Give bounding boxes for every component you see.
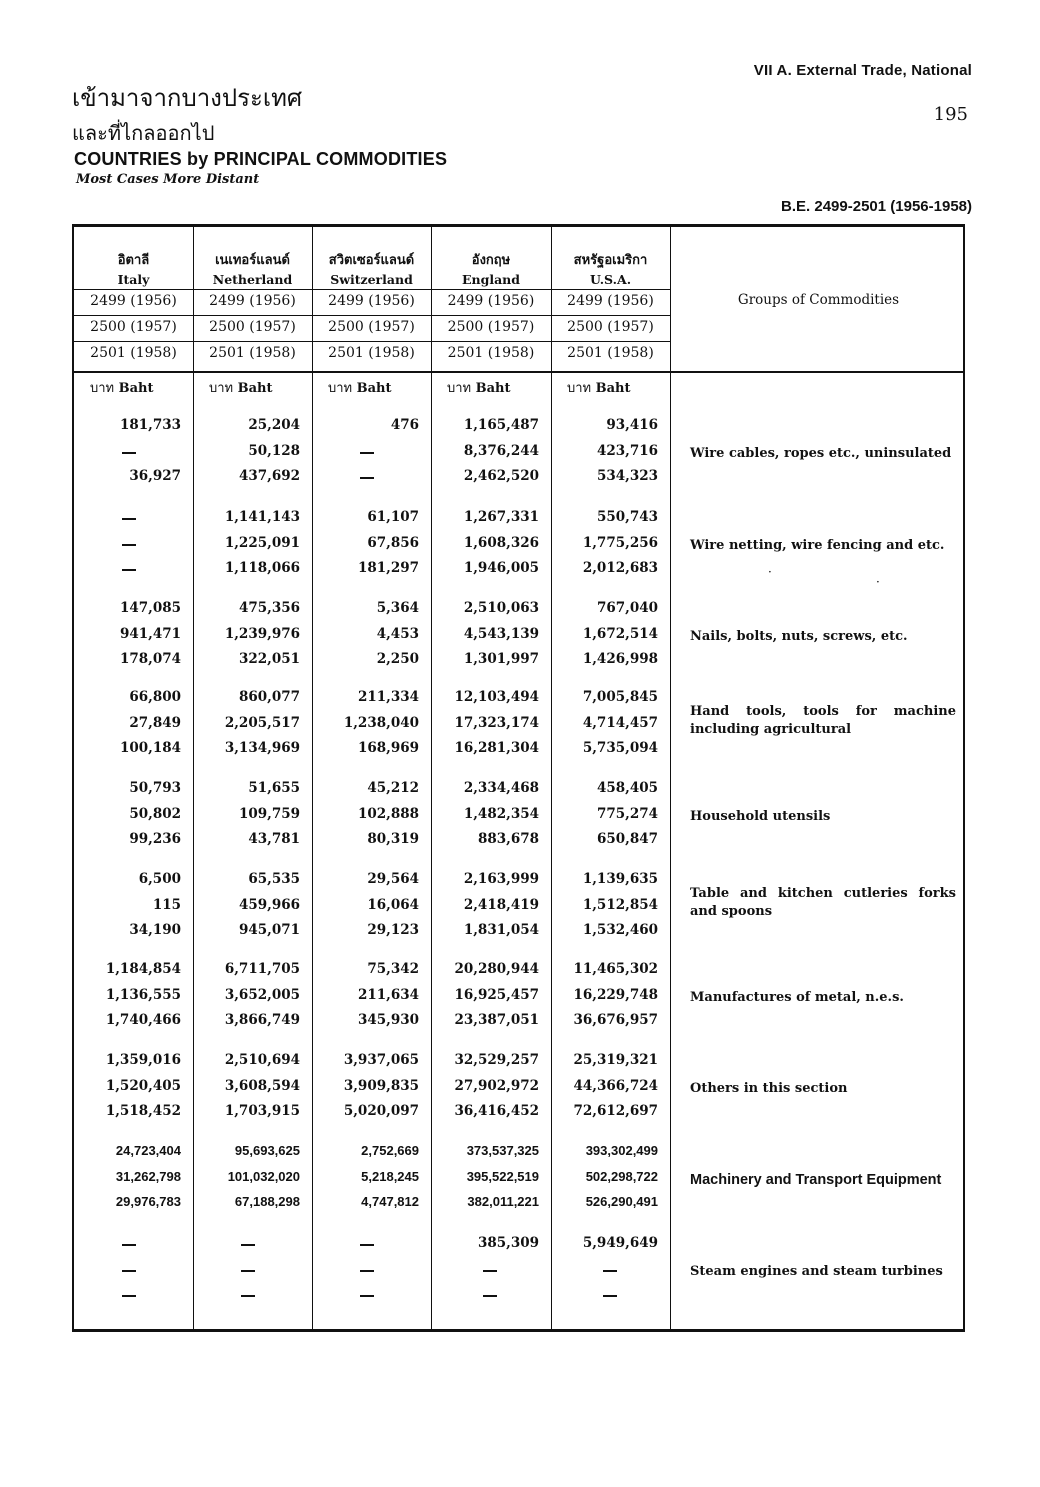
year-label: 2501 (1958) bbox=[567, 345, 654, 361]
value-cell: 31,262,798 bbox=[115, 1168, 181, 1184]
value-cell: 393,302,499 bbox=[585, 1143, 658, 1158]
value-cell: 1,608,326 bbox=[463, 534, 539, 551]
value-cell: 4,714,457 bbox=[582, 714, 658, 731]
value-cell: 27,902,972 bbox=[454, 1077, 539, 1094]
header-rule bbox=[74, 289, 671, 290]
value-cell: 6,711,705 bbox=[224, 961, 300, 977]
value-cell: 458,405 bbox=[596, 780, 658, 796]
value-cell: 16,229,748 bbox=[573, 986, 658, 1003]
value-cell: 4,453 bbox=[376, 625, 419, 642]
value-cell: 25,319,321 bbox=[573, 1052, 658, 1068]
year-label: 2499 (1956) bbox=[328, 293, 415, 309]
column-header-thai: เนเทอร์แลนด์ bbox=[215, 253, 290, 268]
value-cell: 147,085 bbox=[119, 600, 181, 616]
year-label: 2500 (1957) bbox=[209, 319, 296, 335]
unit-thai: บาท bbox=[90, 381, 115, 396]
value-cell: 16,064 bbox=[367, 896, 419, 913]
stray-mark: · bbox=[876, 575, 880, 589]
value-cell: 1,301,997 bbox=[463, 651, 539, 667]
dash-cell bbox=[603, 1270, 617, 1272]
commodity-group-label: Wire netting, wire fencing and etc. bbox=[690, 538, 945, 553]
value-cell: 50,128 bbox=[248, 442, 300, 459]
dash-cell bbox=[122, 1295, 136, 1297]
column-header-netherland bbox=[193, 249, 312, 287]
value-cell: 99,236 bbox=[129, 831, 181, 847]
unit-english: Baht bbox=[352, 381, 392, 396]
commodity-group-label: Manufactures of metal, n.e.s. bbox=[690, 990, 904, 1005]
value-cell: 1,482,354 bbox=[463, 805, 539, 822]
year-label: 2499 (1956) bbox=[90, 293, 177, 309]
value-cell: 1,740,466 bbox=[105, 1012, 181, 1028]
unit-label bbox=[328, 377, 392, 398]
value-cell: 1,520,405 bbox=[105, 1077, 181, 1094]
dash-cell bbox=[122, 569, 136, 571]
value-cell: 1,426,998 bbox=[582, 651, 658, 667]
value-cell: 459,966 bbox=[238, 896, 300, 913]
value-cell: 2,510,694 bbox=[224, 1052, 300, 1068]
value-cell: 945,071 bbox=[238, 922, 300, 938]
value-cell: 1,518,452 bbox=[105, 1103, 181, 1119]
header-rule bbox=[74, 315, 671, 316]
year-label: 2500 (1957) bbox=[328, 319, 415, 335]
value-cell: 29,976,783 bbox=[115, 1194, 181, 1209]
year-label: 2499 (1956) bbox=[567, 293, 654, 309]
value-cell: 36,927 bbox=[129, 468, 181, 484]
thai-subtitle: และที่ไกลออกไป bbox=[72, 121, 215, 145]
column-header-england bbox=[431, 249, 551, 287]
column-header-switzerland bbox=[312, 249, 431, 287]
value-cell: 5,218,245 bbox=[361, 1168, 419, 1184]
unit-english: Baht bbox=[114, 381, 154, 396]
column-header-thai: สวิตเซอร์แลนด์ bbox=[328, 253, 415, 268]
value-cell: 29,123 bbox=[367, 922, 419, 938]
commodity-group-label: Machinery and Transport Equipment bbox=[690, 1172, 942, 1188]
column-header-italy bbox=[74, 249, 193, 287]
value-cell: 1,831,054 bbox=[463, 922, 539, 938]
column-header-thai: อิตาลี bbox=[117, 253, 150, 268]
year-label: 2500 (1957) bbox=[447, 319, 535, 335]
value-cell: 8,376,244 bbox=[463, 442, 539, 459]
value-cell: 181,297 bbox=[357, 560, 419, 576]
value-cell: 109,759 bbox=[238, 805, 300, 822]
value-cell: 1,946,005 bbox=[463, 560, 539, 576]
year-label: 2501 (1958) bbox=[209, 345, 296, 361]
value-cell: 2,163,999 bbox=[463, 871, 539, 887]
column-header-thai: อังกฤษ bbox=[471, 253, 511, 268]
value-cell: 5,949,649 bbox=[582, 1235, 658, 1251]
value-cell: 476 bbox=[390, 417, 419, 433]
column-header-thai: สหรัฐอเมริกา bbox=[573, 253, 648, 268]
value-cell: 67,188,298 bbox=[234, 1194, 300, 1209]
value-cell: 2,250 bbox=[376, 651, 419, 667]
stray-mark: · bbox=[768, 565, 772, 579]
value-cell: 65,535 bbox=[248, 871, 300, 887]
value-cell: 395,522,519 bbox=[466, 1168, 539, 1184]
year-label: 2500 (1957) bbox=[567, 319, 654, 335]
thai-title: เข้ามาจากบางประเทศ bbox=[72, 84, 303, 112]
dash-cell bbox=[603, 1295, 617, 1297]
page-subtitle: Most Cases More Distant bbox=[76, 172, 260, 187]
value-cell: 7,005,845 bbox=[582, 689, 658, 705]
value-cell: 1,775,256 bbox=[582, 534, 658, 551]
page-number: 195 bbox=[933, 104, 968, 125]
page-title: COUNTRIES by PRINCIPAL COMMODITIES bbox=[74, 149, 448, 169]
header-bottom-rule bbox=[74, 371, 963, 373]
value-cell: 550,743 bbox=[596, 509, 658, 525]
dash-cell bbox=[122, 452, 136, 454]
dash-cell bbox=[122, 544, 136, 546]
value-cell: 23,387,051 bbox=[454, 1012, 539, 1028]
value-cell: 95,693,625 bbox=[234, 1143, 300, 1158]
unit-thai: บาท bbox=[209, 381, 234, 396]
value-cell: 1,267,331 bbox=[463, 509, 539, 525]
value-cell: 1,141,143 bbox=[224, 509, 300, 525]
value-cell: 775,274 bbox=[596, 805, 658, 822]
column-divider bbox=[431, 227, 432, 1329]
value-cell: 322,051 bbox=[238, 651, 300, 667]
column-header-name: Switzerland bbox=[330, 272, 413, 287]
unit-english: Baht bbox=[591, 381, 631, 396]
value-cell: 5,364 bbox=[376, 600, 419, 616]
dash-cell bbox=[122, 1244, 136, 1246]
value-cell: 43,781 bbox=[248, 831, 300, 847]
value-cell: 72,612,697 bbox=[573, 1103, 658, 1119]
commodity-group-label: Hand tools, tools for machine including agricultural bbox=[690, 704, 956, 737]
value-cell: 3,652,005 bbox=[224, 986, 300, 1003]
value-cell: 181,733 bbox=[119, 417, 181, 433]
value-cell: 17,323,174 bbox=[454, 714, 539, 731]
unit-english: Baht bbox=[233, 381, 273, 396]
value-cell: 1,118,066 bbox=[224, 560, 300, 576]
groups-of-commodities-header: Groups of Commodities bbox=[737, 292, 900, 308]
value-cell: 45,212 bbox=[367, 780, 419, 796]
value-cell: 32,529,257 bbox=[454, 1052, 539, 1068]
column-divider bbox=[312, 227, 313, 1329]
column-header-name: England bbox=[461, 272, 521, 287]
commodity-group-label: Wire cables, ropes etc., uninsulated bbox=[690, 446, 952, 461]
value-cell: 1,165,487 bbox=[463, 417, 539, 433]
unit-label bbox=[90, 377, 154, 398]
value-cell: 3,866,749 bbox=[224, 1012, 300, 1028]
period-label: B.E. 2499-2501 (1956-1958) bbox=[781, 198, 972, 215]
value-cell: 67,856 bbox=[367, 534, 419, 551]
dash-cell bbox=[122, 1270, 136, 1272]
year-label: 2501 (1958) bbox=[328, 345, 415, 361]
value-cell: 93,416 bbox=[606, 417, 658, 433]
value-cell: 437,692 bbox=[238, 468, 300, 484]
value-cell: 1,238,040 bbox=[343, 714, 419, 731]
unit-english: Baht bbox=[471, 381, 511, 396]
value-cell: 5,020,097 bbox=[343, 1103, 419, 1119]
value-cell: 2,510,063 bbox=[463, 600, 539, 616]
value-cell: 2,012,683 bbox=[582, 560, 658, 576]
dash-cell bbox=[483, 1270, 497, 1272]
value-cell: 34,190 bbox=[129, 922, 181, 938]
value-cell: 1,672,514 bbox=[582, 625, 658, 642]
value-cell: 44,366,724 bbox=[573, 1077, 658, 1094]
unit-thai: บาท bbox=[328, 381, 353, 396]
value-cell: 75,342 bbox=[367, 961, 419, 977]
unit-label bbox=[447, 377, 511, 398]
column-header-name: Italy bbox=[117, 272, 150, 287]
value-cell: 345,930 bbox=[357, 1012, 419, 1028]
value-cell: 1,184,854 bbox=[105, 961, 181, 977]
value-cell: 3,608,594 bbox=[224, 1077, 300, 1094]
unit-label bbox=[209, 377, 273, 398]
value-cell: 27,849 bbox=[129, 714, 181, 731]
value-cell: 100,184 bbox=[119, 740, 181, 756]
year-label: 2499 (1956) bbox=[447, 293, 535, 309]
column-header-name: Netherland bbox=[212, 272, 293, 287]
value-cell: 1,359,016 bbox=[105, 1052, 181, 1068]
commodity-group-label: Table and kitchen cutleries forks and spoons bbox=[690, 886, 956, 919]
value-cell: 1,139,635 bbox=[582, 871, 658, 887]
value-cell: 20,280,944 bbox=[454, 961, 539, 977]
header-rule bbox=[74, 341, 671, 342]
value-cell: 36,676,957 bbox=[573, 1012, 658, 1028]
value-cell: 385,309 bbox=[477, 1235, 539, 1251]
value-cell: 115 bbox=[152, 896, 181, 913]
section-header: VII A. External Trade, National bbox=[753, 62, 972, 79]
value-cell: 36,416,452 bbox=[454, 1103, 539, 1119]
value-cell: 24,723,404 bbox=[115, 1143, 181, 1158]
dash-cell bbox=[483, 1295, 497, 1297]
column-header-usa bbox=[551, 249, 670, 287]
dash-cell bbox=[241, 1295, 255, 1297]
dash-cell bbox=[360, 1270, 374, 1272]
value-cell: 883,678 bbox=[477, 831, 539, 847]
value-cell: 502,298,722 bbox=[585, 1168, 658, 1184]
value-cell: 475,356 bbox=[238, 600, 300, 616]
value-cell: 1,532,460 bbox=[582, 922, 658, 938]
value-cell: 1,136,555 bbox=[105, 986, 181, 1003]
value-cell: 423,716 bbox=[596, 442, 658, 459]
value-cell: 101,032,020 bbox=[227, 1168, 300, 1184]
value-cell: 2,334,468 bbox=[463, 780, 539, 796]
commodity-table bbox=[72, 224, 965, 1332]
unit-label bbox=[567, 377, 631, 398]
dash-cell bbox=[122, 518, 136, 520]
value-cell: 50,802 bbox=[129, 805, 181, 822]
value-cell: 2,462,520 bbox=[463, 468, 539, 484]
value-cell: 61,107 bbox=[367, 509, 419, 525]
value-cell: 168,969 bbox=[357, 740, 419, 756]
value-cell: 80,319 bbox=[367, 831, 419, 847]
commodity-group-label: Household utensils bbox=[690, 809, 831, 824]
value-cell: 5,735,094 bbox=[582, 740, 658, 756]
value-cell: 11,465,302 bbox=[573, 961, 658, 977]
dash-cell bbox=[241, 1244, 255, 1246]
value-cell: 29,564 bbox=[367, 871, 419, 887]
year-label: 2501 (1958) bbox=[90, 345, 177, 361]
value-cell: 1,225,091 bbox=[224, 534, 300, 551]
value-cell: 650,847 bbox=[596, 831, 658, 847]
dash-cell bbox=[241, 1270, 255, 1272]
value-cell: 767,040 bbox=[596, 600, 658, 616]
value-cell: 1,512,854 bbox=[582, 896, 658, 913]
value-cell: 50,793 bbox=[129, 780, 181, 796]
value-cell: 25,204 bbox=[248, 417, 300, 433]
value-cell: 6,500 bbox=[138, 871, 181, 887]
value-cell: 2,418,419 bbox=[463, 896, 539, 913]
value-cell: 2,205,517 bbox=[224, 714, 300, 731]
value-cell: 382,011,221 bbox=[467, 1194, 539, 1209]
value-cell: 373,537,325 bbox=[466, 1143, 539, 1158]
year-label: 2500 (1957) bbox=[90, 319, 177, 335]
value-cell: 534,323 bbox=[596, 468, 658, 484]
commodity-group-label: Others in this section bbox=[690, 1081, 848, 1096]
column-divider bbox=[193, 227, 194, 1329]
column-header-name: U.S.A. bbox=[589, 272, 632, 287]
dash-cell bbox=[360, 477, 374, 479]
value-cell: 211,334 bbox=[357, 689, 419, 705]
commodity-group-label: Steam engines and steam turbines bbox=[690, 1264, 943, 1279]
dash-cell bbox=[360, 1295, 374, 1297]
value-cell: 16,281,304 bbox=[454, 740, 539, 756]
value-cell: 860,077 bbox=[238, 689, 300, 705]
value-cell: 526,290,491 bbox=[585, 1194, 658, 1209]
value-cell: 66,800 bbox=[129, 689, 181, 705]
value-cell: 16,925,457 bbox=[454, 986, 539, 1003]
value-cell: 12,103,494 bbox=[454, 689, 539, 705]
value-cell: 4,747,812 bbox=[361, 1194, 419, 1209]
dash-cell bbox=[360, 452, 374, 454]
value-cell: 178,074 bbox=[119, 651, 181, 667]
value-cell: 102,888 bbox=[357, 805, 419, 822]
value-cell: 4,543,139 bbox=[463, 625, 539, 642]
value-cell: 3,937,065 bbox=[343, 1052, 419, 1068]
column-divider bbox=[670, 227, 671, 1329]
year-label: 2501 (1958) bbox=[447, 345, 535, 361]
value-cell: 3,134,969 bbox=[224, 740, 300, 756]
value-cell: 3,909,835 bbox=[343, 1077, 419, 1094]
value-cell: 941,471 bbox=[119, 625, 181, 642]
column-divider bbox=[551, 227, 552, 1329]
value-cell: 2,752,669 bbox=[361, 1143, 419, 1158]
value-cell: 211,634 bbox=[357, 986, 419, 1003]
value-cell: 1,239,976 bbox=[224, 625, 300, 642]
unit-thai: บาท bbox=[447, 381, 472, 396]
commodity-group-label: Nails, bolts, nuts, screws, etc. bbox=[690, 629, 908, 644]
year-label: 2499 (1956) bbox=[209, 293, 296, 309]
unit-thai: บาท bbox=[567, 381, 592, 396]
dash-cell bbox=[360, 1244, 374, 1246]
value-cell: 51,655 bbox=[248, 780, 300, 796]
value-cell: 1,703,915 bbox=[224, 1103, 300, 1119]
